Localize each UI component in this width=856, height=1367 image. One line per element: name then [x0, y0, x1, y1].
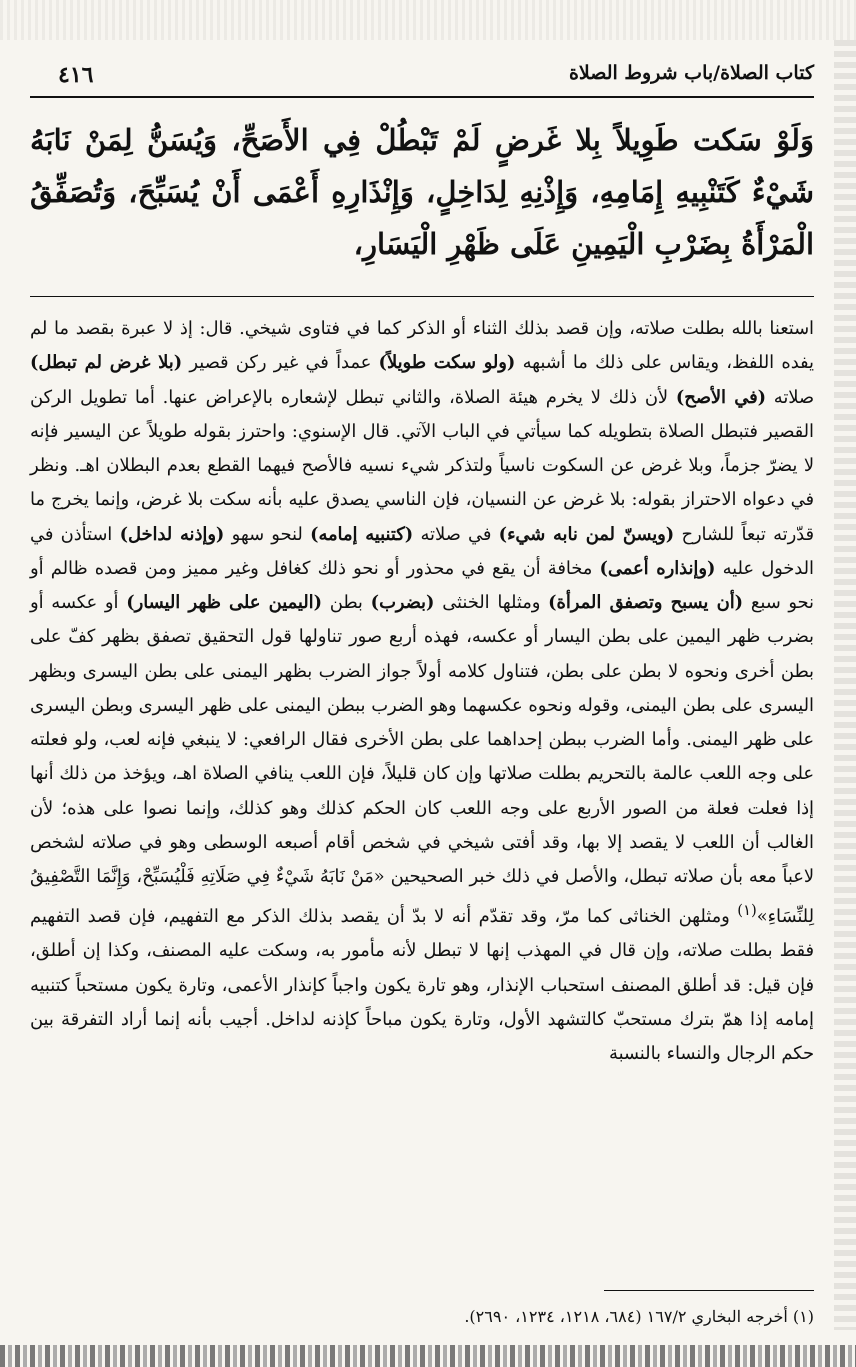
scan-bottom-edge — [0, 1345, 856, 1367]
book-page — [30, 50, 814, 1345]
quoted-matn-segment: (ولو سكت طويلاً) — [378, 352, 516, 374]
commentary-segment: ومثلها الخنثى — [434, 592, 549, 613]
commentary-segment: ومثلهن الخناثى كما مرّ، وقد تقدّم أنه لا بدّ أن يقصد بذلك الذكر مع التفهيم، فإن قصد التفهيم فقط بطلت صلاته، وإن قال في المهذب إنها لا تبطل لأنه مأمور به، وسكت عليه المصنف، وكذا إن أطلق، فإن قيل: قد أطلق المصنف استحباب الإنذار، وهو تارة يكون واجباً كإنذار الأعمى، وتارة يكون مستحباً كتنبيه إمامه إذا همّ بترك مستحبّ كالتشهد الأول، وتارة يكون مباحاً كإذنه لداخل. أجيب بأنه إنما أراد التفرقة بين حكم الرجال والنساء بالنسبة — [30, 906, 814, 1065]
commentary-segment: مخافة أن يقع في محذور أو نحو ذلك كغافل وغير مميز ومن قصده ظالم أو نحو سبع — [30, 557, 814, 613]
quoted-matn-segment: (وإنذاره أعمى) — [599, 557, 716, 579]
quoted-matn-segment: (بضرب) — [370, 592, 435, 613]
commentary-segment: صلاته — [766, 386, 814, 408]
page-number: ٤١٦ — [58, 62, 94, 88]
commentary-segment: استأذن في الدخول عليه — [30, 523, 814, 579]
commentary-segment: أو عكسه أو بضرب ظهر اليمين على بطن اليسار أو عكسه، فهذه أربع صور تناولها قول التحقيق تصفق بظهر كفّ على بطن أخرى ونحوه لا بطن على بطن، فتناول كلامه أولاً جواز الضرب بظهر اليمنى على بطن اليسرى وبظهر اليسرى على بطن اليمنى، وقوله ونحوه عكسهما وهو الضرب ببطن اليمنى على ظهر اليسرى وبطن اليسرى على ظهر اليمنى. وأما الضرب ببطن إحداهما على بطن الأخرى فقال الرافعي: لا ينبغي فإنه لعب، ولو فعلته على وجه اللعب عالمة بالتحريم بطلت صلاتها وإن كان قليلاً، فإن اللعب ينافي الصلاة اهـ، ويؤخذ من ذلك أنها إذا فعلت فعلة من الصور الأربع على وجه اللعب كان الحكم كذلك وهو كذلك، وإنما نصوا على هذه؛ لأن الغالب أن اللعب لا يقصد إلا بها، وقد أفتى شيخي في شخص أقام أصبعه الوسطى وهو في صلاته لشخص لاعباً معه بأن صلاته تبطل، والأصل في ذلك خبر الصحيحين «مَنْ نَابَهُ شَيْءٌ فِي صَلَاتِهِ فَلْيُسَبِّحْ، وَإِنَّمَا التَّصْفِيقُ لِلنِّسَاءِ» — [30, 592, 814, 928]
quoted-matn-segment: (في الأصح) — [675, 386, 766, 408]
matn-text: وَلَوْ سَكت طَوِيلاً بِلا غَرضٍ لَمْ تَبْطُلْ فِي الأَصَحِّ، وَيُسَنُّ لِمَنْ نَابَهُ شَيْءٌ كَتَنْبِيهِ إِمَامِهِ، وَإِذْنِهِ لِدَاخِلٍ، وَإِنْذَارِهِ أَعْمَى أَنْ يُسَبِّحَ، وَتُصَفِّقُ الْمَرْأَةُ بِضَرْبِ الْيَمِينِ عَلَى ظَهْرِ الْيَسَارِ، — [30, 123, 814, 261]
footnote: (١) أخرجه البخاري ١٦٧/٢ (٦٨٤، ١٢١٨، ١٢٣٤، ٢٦٩٠). — [464, 1307, 814, 1326]
quoted-matn-segment: (أن يسبح وتصفق المرأة) — [548, 592, 744, 613]
commentary-segment: عمداً في غير ركن قصير — [182, 352, 379, 374]
commentary-segment: لنحو سهو — [224, 523, 311, 545]
quoted-matn-segment: (بلا غرض لم تبطل) — [30, 352, 183, 374]
commentary-segment: بطن — [322, 592, 371, 613]
quoted-matn-segment: (اليمين على ظهر اليسار) — [126, 592, 323, 613]
section-divider — [30, 296, 814, 297]
scan-right-edge — [834, 40, 856, 1330]
page-header — [30, 56, 814, 98]
scan-top-edge — [0, 0, 856, 40]
commentary-segment: لأن ذلك لا يخرم هيئة الصلاة، والثاني تبطل لإشعاره بالإعراض عنها. أما تطويل الركن القصير فتبطل الصلاة بتطويله كما سيأتي في الباب الآتي. قال الإسنوي: واحترز بقوله طويلاً عن اليسير فإنه لا يضرّ جزماً، وبلا غرض عن السكوت ناسياً ولتذكر شيء نسيه فالأصح فيهما القطع بعدم البطلان اهـ. ونظر في دعواه الاحتراز بقوله: بلا غرض عن النسيان، فإن الناسي يصدق عليه بأنه سكت بلا غرض، وإنما يخرج ما قدّرته تبعاً للشارح — [30, 386, 815, 545]
commentary-text — [30, 312, 814, 1071]
quoted-matn-segment: (كتنبيه إمامه) — [310, 523, 414, 545]
footnote-marker: (١) — [737, 902, 757, 920]
footnote-divider — [604, 1290, 814, 1291]
quoted-matn-segment: (ويسنّ لمن نابه شيء) — [498, 523, 675, 545]
quoted-matn-segment: (وإذنه لداخل) — [119, 523, 225, 545]
commentary-segment: في صلاته — [413, 523, 499, 545]
running-head: كتاب الصلاة/باب شروط الصلاة — [568, 62, 814, 84]
commentary-segment: استعنا بالله بطلت صلاته، وإن قصد بذلك الثناء أو الذكر كما في فتاوى شيخي. قال: إذ لا عبرة بقصد ما لم يفده اللفظ، ويقاس على ذلك ما أشبهه — [30, 318, 814, 374]
